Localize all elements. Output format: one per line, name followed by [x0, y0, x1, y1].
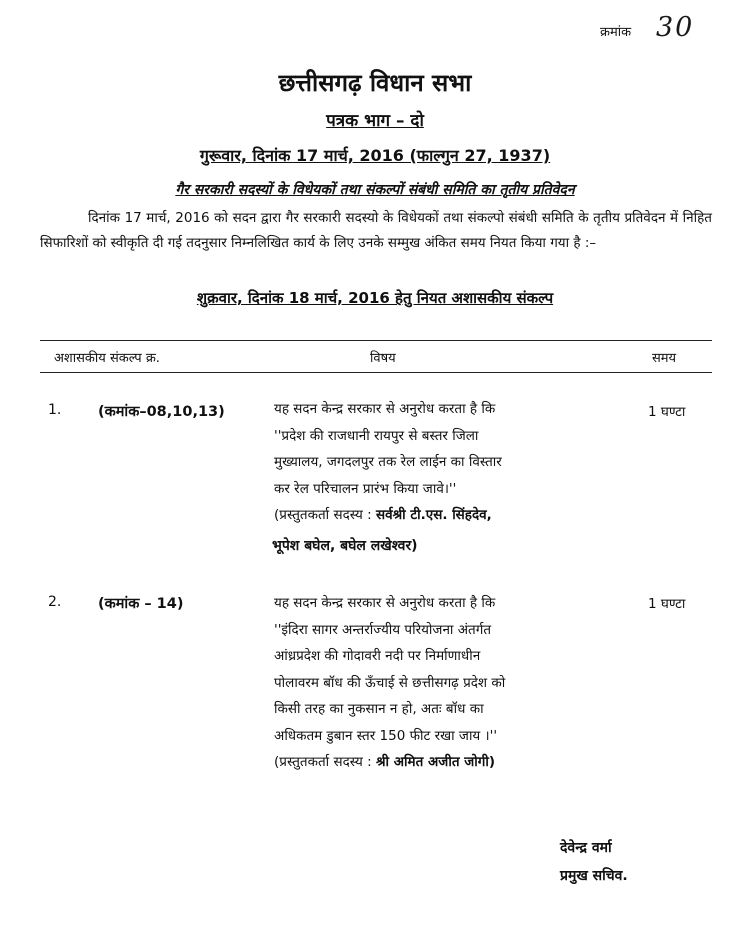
time-allotted: 1 घण्टा: [648, 596, 686, 612]
signatory-designation: प्रमुख सचिव.: [560, 868, 628, 884]
report-title: गैर सरकारी सदस्यों के विधेयकों तथा संकल्पों संबंधी समिति का तृतीय प्रतिवेदन: [175, 182, 575, 198]
resolution-kramank: (कमांक–08,10,13): [98, 404, 225, 420]
text-line: किसी तरह का नुकसान न हो, अतः बॉध का: [274, 701, 484, 717]
row-number: 2.: [48, 594, 62, 610]
table-header-rule: [40, 372, 712, 373]
text-line: पोलावरम बॉध की ऊँचाई से छत्तीसगढ़ प्रदेश को: [274, 674, 506, 691]
signatory-name: देवेन्द्र वर्मा: [560, 840, 612, 856]
resolution-kramank: (कमांक – 14): [98, 596, 184, 612]
header-time: समय: [652, 351, 677, 366]
text-line: अधिकतम डुबान स्तर 150 फीट रखा जाय ।'': [274, 727, 498, 744]
serial-label: क्रमांक: [600, 25, 632, 40]
mover-label: (प्रस्तुतकर्ता सदस्य :: [274, 507, 372, 523]
text-line: यह सदन केन्द्र सरकार से अनुरोध करता है कि: [274, 595, 496, 611]
text-line: ''इंदिरा सागर अन्तर्राज्यीय परियोजना अंतर्गत: [274, 621, 492, 638]
text-line: यह सदन केन्द्र सरकार से अनुरोध करता है कि: [274, 401, 496, 417]
serial: [600, 12, 695, 43]
text-line: मुख्यालय, जगदलपुर तक रेल लाईन का विस्तार: [274, 454, 502, 470]
dateline: गुरूवार, दिनांक 17 मार्च, 2016 (फाल्गुन 27, 1937): [199, 146, 551, 165]
time-allotted: 1 घण्टा: [648, 404, 686, 420]
text-line: ''प्रदेश की राजधानी रायपुर से बस्तर जिला: [274, 427, 479, 444]
header-subject: विषय: [370, 351, 396, 366]
mover-label: (प्रस्तुतकर्ता सदस्य :: [274, 754, 372, 770]
table-top-rule: [40, 340, 712, 341]
row-number: 1.: [48, 402, 62, 418]
mover-names: श्री अमित अजीत जोगी): [375, 754, 495, 770]
resolution-text: [274, 590, 614, 776]
page-title: छत्तीसगढ़ विधान सभा: [278, 69, 472, 97]
header-resolution-no: अशासकीय संकल्प क्र.: [54, 351, 160, 366]
mover-line: [274, 502, 614, 529]
fixed-resolutions-heading: शुक्रवार, दिनांक 18 मार्च, 2016 हेतु नियत अशासकीय संकल्प: [196, 289, 554, 307]
mover-names-continued: भूपेश बघेल, बघेल लखेश्वर): [272, 538, 418, 554]
mover-names: सर्वश्री टी.एस. सिंहदेव,: [375, 507, 492, 523]
text-line: कर रेल परिचालन प्रारंभ किया जावे।'': [274, 480, 457, 497]
resolution-text: [274, 396, 614, 529]
serial-number-handwritten: 30: [656, 12, 695, 43]
intro-paragraph: दिनांक 17 मार्च, 2016 को सदन द्वारा गैर सरकारी सदस्यो के विधेयकों तथा संकल्पो संबंधी समिति के तृतीय प्रतिवेदन में निहित सिफारिशों को स्वीकृति दी गई तदनुसार निम्नलिखित कार्य के लिए उनके सम्मुख अंकित समय नियत किया गया है :–: [40, 210, 712, 251]
page-subtitle: पत्रक भाग – दो: [326, 111, 424, 131]
mover-line: [274, 749, 614, 776]
text-line: आंध्रप्रदेश की गोदावरी नदी पर निर्माणाधीन: [274, 648, 481, 664]
